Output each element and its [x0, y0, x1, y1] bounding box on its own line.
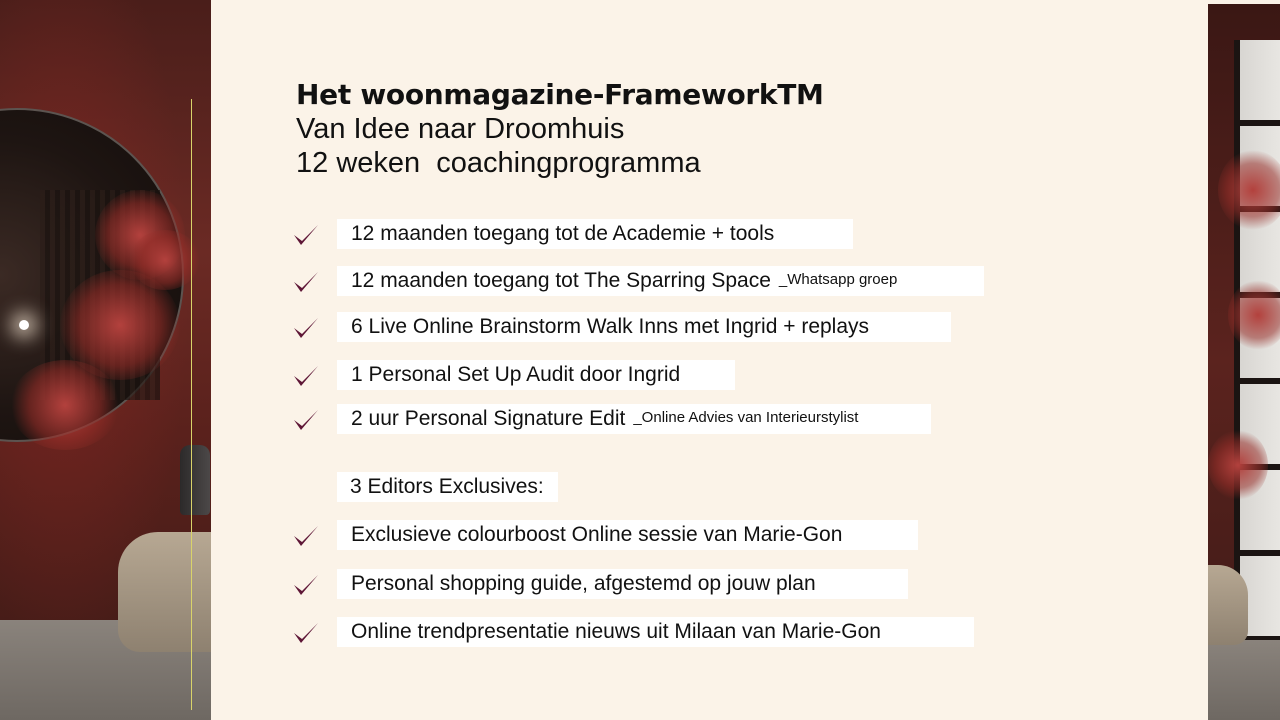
- checkmark-icon: [292, 619, 320, 647]
- checkmark-icon: [292, 362, 320, 390]
- blossom-branch: [1218, 150, 1280, 230]
- list-item-text: Online trendpresentatie nieuws uit Milaan van Marie-Gon: [351, 620, 881, 643]
- checkmark-icon: [292, 571, 320, 599]
- blossom-branch: [1228, 280, 1280, 350]
- list-item-text: Exclusieve colourboost Online sessie van Marie-Gon: [351, 523, 843, 546]
- section-label: 3 Editors Exclusives:: [337, 472, 558, 502]
- blossom-branch: [10, 360, 120, 450]
- interior-photo-left: [0, 0, 211, 720]
- list-item-note: _Online Advies van Interieurstylist: [633, 408, 859, 426]
- list-item-note: _Whatsapp groep: [778, 270, 898, 288]
- checkmark-icon: [292, 221, 320, 249]
- list-item-text: Personal shopping guide, afgestemd op jouw plan: [351, 572, 816, 595]
- list-item-text: 6 Live Online Brainstorm Walk Inns met Ingrid + replays: [351, 315, 870, 338]
- list-item-box: [337, 266, 984, 296]
- program-duration: 12 weken coachingprogramma: [296, 147, 701, 179]
- list-item-text: 12 maanden toegang tot de Academie + tools: [351, 222, 775, 245]
- subtitle: Van Idee naar Droomhuis: [296, 113, 625, 145]
- lamp-light: [19, 320, 29, 330]
- pouf: [1208, 565, 1248, 645]
- list-item-box: [337, 404, 931, 434]
- floor: [1208, 640, 1280, 720]
- top-band: [1208, 0, 1280, 4]
- interior-photo-right: [1208, 0, 1280, 720]
- list-item-box: [337, 312, 951, 342]
- checkmark-icon: [292, 522, 320, 550]
- checkmark-icon: [292, 268, 320, 296]
- list-item-box: [337, 520, 918, 550]
- checkmark-icon: [292, 406, 320, 434]
- list-item-text: 2 uur Personal Signature Edit: [351, 407, 626, 430]
- blossom-branch: [1208, 430, 1268, 500]
- checkmark-icon: [292, 314, 320, 342]
- list-item-text: 1 Personal Set Up Audit door Ingrid: [351, 363, 681, 386]
- list-item-box: [337, 569, 908, 599]
- list-item-box: [337, 617, 974, 647]
- blossom-branch: [130, 230, 200, 290]
- pouf: [118, 532, 211, 652]
- heading-block: [296, 78, 824, 180]
- list-item-box: [337, 219, 853, 249]
- list-item-text: 12 maanden toegang tot The Sparring Space: [351, 269, 771, 292]
- page-title: Het woonmagazine-FrameworkTM: [296, 78, 824, 111]
- list-item-box: [337, 360, 735, 390]
- vase: [180, 445, 210, 515]
- accent-line: [191, 99, 192, 710]
